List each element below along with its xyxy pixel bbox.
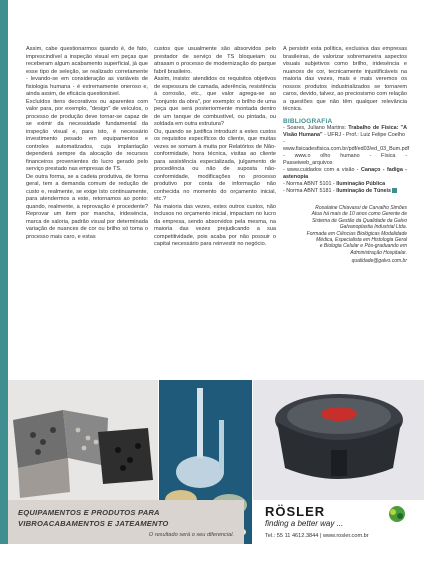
author-line: Rosalaine Chiavassi de Carvalho Simões bbox=[315, 205, 407, 211]
col1-paragraph-1: Assim, cabe questionarmos quando é, de fato, imprescindível a inspeção visual em peças que receberam algum acabamento superficial, já que esse tipo de seleção, se realizado corretamente - levando-se em consideração as variáveis de fisiologia humana - é extremamente oneroso e, ainda assim, de eficácia questionável. bbox=[26, 46, 148, 97]
brand-name: RÖSLER bbox=[265, 504, 326, 519]
author-line: Atua há mais de 10 anos como Gerente de bbox=[311, 211, 407, 218]
col2-paragraph-4: Na maioria das vezes, estes outros custos, não inclusos no orçamento inicial, impactam no lucro da empresa, sendo absorvidos pela mesma, na maioria das vezes prejudicando a sua competitividade, pois acaba por não possuir o capital necessário para reinvestir no negócio. bbox=[154, 203, 276, 247]
left-accent-bar bbox=[0, 0, 8, 544]
advertisement bbox=[8, 380, 424, 544]
author-bio bbox=[283, 205, 407, 265]
rosler-logo-icon bbox=[384, 504, 410, 524]
rosler-info-box bbox=[253, 500, 424, 544]
col2-paragraph-2: Assim, insisto: atendidos os requisitos objetivos de espessura de camada, aderência, resistência à corrosão, etc., que valor agrega-se ao "conjunto da obra", por exemplo: o brilho de uma peça que será posteriormente montada dentro de um tanque de combustível, ou pintada, ou soldada em outra estrutura? bbox=[154, 76, 276, 127]
author-line: Administração Hospitalar. bbox=[350, 249, 407, 256]
end-square-icon bbox=[392, 188, 397, 193]
bib-bold: Iluminação de Túneis bbox=[336, 188, 392, 194]
col1-paragraph-3: De outra forma, se a cadeia produtiva, de forma geral, tem a demanda comum de redução de custo e, realmente, se exige isto continuamente, para atendermos a este, retornamos ao ponto: quando, realmente, a reprovação é procedente? Reprovar um item por mancha, irideséncia, marca de saloria, padrão visual por determinada variação de nuances de cor ou brilho só torna o processo mais caro, e estas bbox=[26, 173, 148, 240]
author-line: Galvanoplastia Industrial Ltda. bbox=[339, 224, 407, 231]
bibliography-item bbox=[283, 153, 407, 167]
bib-bold: Canaço - fadiga - astenopia bbox=[283, 167, 407, 180]
bib-text: - Norma ABNT 5181 - bbox=[283, 188, 337, 194]
author-line: Médica, Especialista em Histologia Geral bbox=[316, 237, 407, 244]
column-1 bbox=[26, 46, 148, 241]
ad-caption-box bbox=[8, 500, 244, 544]
column-3 bbox=[283, 46, 410, 265]
ad-headline-2: VIBROACABAMENTOS E JATEAMENTO bbox=[18, 519, 169, 528]
bib-text: - www.cuidados com a visão - bbox=[283, 167, 361, 173]
bib-text: - www.o olho humano - Física - Passeiweb_arquivos bbox=[283, 153, 407, 166]
bib-text: - Soares, Juliano Martins: bbox=[283, 125, 349, 131]
author-line: Sistema de Gestão da Qualidade da Galvo bbox=[311, 217, 407, 224]
bib-text: - Norma ABNT 5101 - bbox=[283, 181, 337, 187]
author-line: Formada em Ciências Biológicas Modalidade bbox=[306, 230, 407, 237]
column-2 bbox=[154, 46, 276, 249]
bib-bold: Iluminação Pública bbox=[336, 181, 386, 187]
bibliography-item bbox=[283, 188, 407, 195]
col1-paragraph-2: Excluídos itens decorativos ou aparentes com valor para, por exemplo, "design" de veículos, o processo de produção deve tornar-se capaz de se eximir da necessidade fundamental da inspeção visual e, para isto, é necessário investimento pesado em equipamentos e controles automatizados, cuja implantação dependerá sempre da alocação de recursos financeiros provenientes do lucro gerado pelo serviço prestado nas empresas de TS. bbox=[26, 98, 148, 172]
ad-headline-1: EQUIPAMENTOS E PRODUTOS PARA bbox=[18, 508, 160, 517]
contact-line[interactable]: Tel.: 55 11 4612.3844 | www.rosler.com.br bbox=[265, 533, 369, 539]
col2-paragraph-3: Ou, quando se justifica introduzir a estes custos os requisitos específicos do cliente, que muitas vezes se somam à muita por Relatórios de Não-conformidade, hora técnica, visitas ao cliente para assistência especializada, julgamento de procedência ou não de suposta não-conformidade, modificações no processo produtivo por conta de informação não conhecida no momento do orçamento inicial, etc.? bbox=[154, 128, 276, 202]
bibliography-heading: BIBLIOGRAFIA bbox=[283, 117, 333, 125]
bibliography-item bbox=[283, 139, 410, 153]
ad-right-overlay bbox=[253, 380, 424, 544]
author-email[interactable]: qualidade@galvo.com.br bbox=[351, 258, 407, 265]
bibliography-item bbox=[283, 181, 407, 188]
bib-link[interactable]: - www.fisicadesfisica.com.br/pdf/ed03/ed_03_Bum.pdf bbox=[283, 139, 410, 152]
col3-paragraph-1: A persistir esta política, exclusiva das empresas brasileiras, de valorizar sobremaneira aspectos visuais subjetivos como brilho, irideséncia e nuances de cor, tecnicamente injustificáveis na maioria das vezes, mais e mais veremos os nossos produtos industrializados se tornarem caros, devido, talvez, ao preciosismo com relação a questões que não têm qualquer relevância técnica. bbox=[283, 46, 407, 112]
author-line: e Biologia Celular e Pós-graduando em bbox=[319, 243, 407, 250]
parts-bins-illustration bbox=[8, 380, 158, 500]
bib-bold: Trabalho de Física: "A Visão Humana" bbox=[283, 125, 407, 138]
bibliography-item bbox=[283, 167, 407, 181]
ad-slogan: O resultado será o seu diferencial. bbox=[148, 532, 234, 538]
bibliography-item bbox=[283, 125, 407, 139]
col2-paragraph-1: custos que usualmente são absorvidos pelo prestador de serviço de TS bloqueiam ou atrasam o processo de modernização do parque fabril brasileiro. bbox=[154, 46, 276, 75]
brand-tagline: finding a better way ... bbox=[265, 519, 344, 528]
bib-text: - UFRJ - Prof.: Luiz Felipe Coelho bbox=[322, 132, 405, 138]
